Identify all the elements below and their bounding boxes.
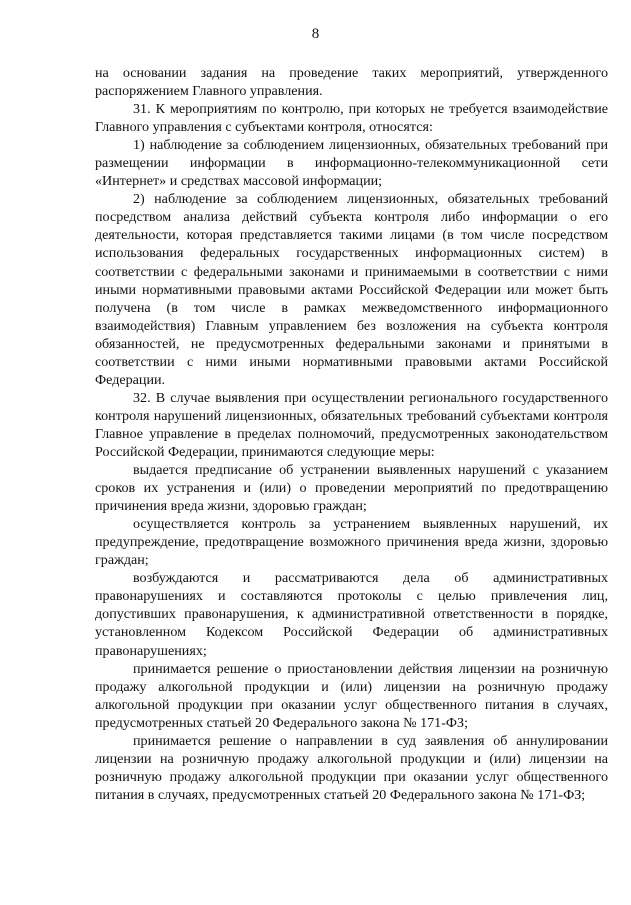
page-number: 8 xyxy=(311,26,320,42)
paragraph-subitem-2: 2) наблюдение за соблюдением лицензионных, обязательных требований посредством анализа действий субъекта контроля либо информации о его деятельности, которая представляется такими лицами (в том числе посредством использования федеральных государственных информационных систем) в соответствии с федеральными законами и принимаемыми в соответствии с ними иными нормативными правовыми актами Российской Федерации или может быть получена (в том числе в рамках межведомственного информационного взаимодействия) Главным управлением без возложения на субъекта контроля обязанностей, не предусмотренных федеральными законами и принятыми в соответствии с ними иными нормативными правовыми актами Российской Федерации. xyxy=(95,191,608,388)
paragraph-measure-suspension: принимается решение о приостановлении действия лицензии на розничную продажу алкогольной продукции и (или) лицензии на розничную продажу алкогольной продукции при оказании услуг общественного питания в случаях, предусмотренных статьей 20 Федерального закона № 171-ФЗ; xyxy=(95,660,608,731)
paragraph-measure-control: осуществляется контроль за устранением выявленных нарушений, их предупреждение, предотвращение возможного причинения вреда жизни, здоровью граждан; xyxy=(95,516,608,569)
paragraph-subitem-1: 1) наблюдение за соблюдением лицензионных, обязательных требований при размещении информации в информационно-телекоммуникационной сети «Интернет» и средствах массовой информации; xyxy=(95,137,608,190)
document-body xyxy=(95,64,608,804)
paragraph-measure-administrative: возбуждаются и рассматриваются дела об административных правонарушениях и составляются протоколы с целью привлечения лиц, допустивших правонарушения, к административной ответственности в порядке, установленном Кодексом Российской Федерации об административных правонарушениях; xyxy=(95,570,608,659)
paragraph-measure-prescription: выдается предписание об устранении выявленных нарушений с указанием сроков их устранения и (или) о проведении мероприятий по предотвращению причинения вреда жизни, здоровью граждан; xyxy=(95,462,608,515)
paragraph-continuation: на основании задания на проведение таких мероприятий, утвержденного распоряжением Главного управления. xyxy=(95,65,608,100)
paragraph-measure-annulment: принимается решение о направлении в суд заявления об аннулировании лицензии на розничную продажу алкогольной продукции и (или) лицензии на розничную продажу алкогольной продукции при оказании услуг общественного питания в случаях, предусмотренных статьей 20 Федерального закона № 171-ФЗ; xyxy=(95,732,608,803)
paragraph-item-31: 31. К мероприятиям по контролю, при которых не требуется взаимодействие Главного управления с субъектами контроля, относятся: xyxy=(95,101,608,136)
paragraph-item-32: 32. В случае выявления при осуществлении регионального государственного контроля нарушений лицензионных, обязательных требований субъектами контроля Главное управление в пределах полномочий, предусмотренных законодательством Российской Федерации, принимаются следующие меры: xyxy=(95,389,608,460)
